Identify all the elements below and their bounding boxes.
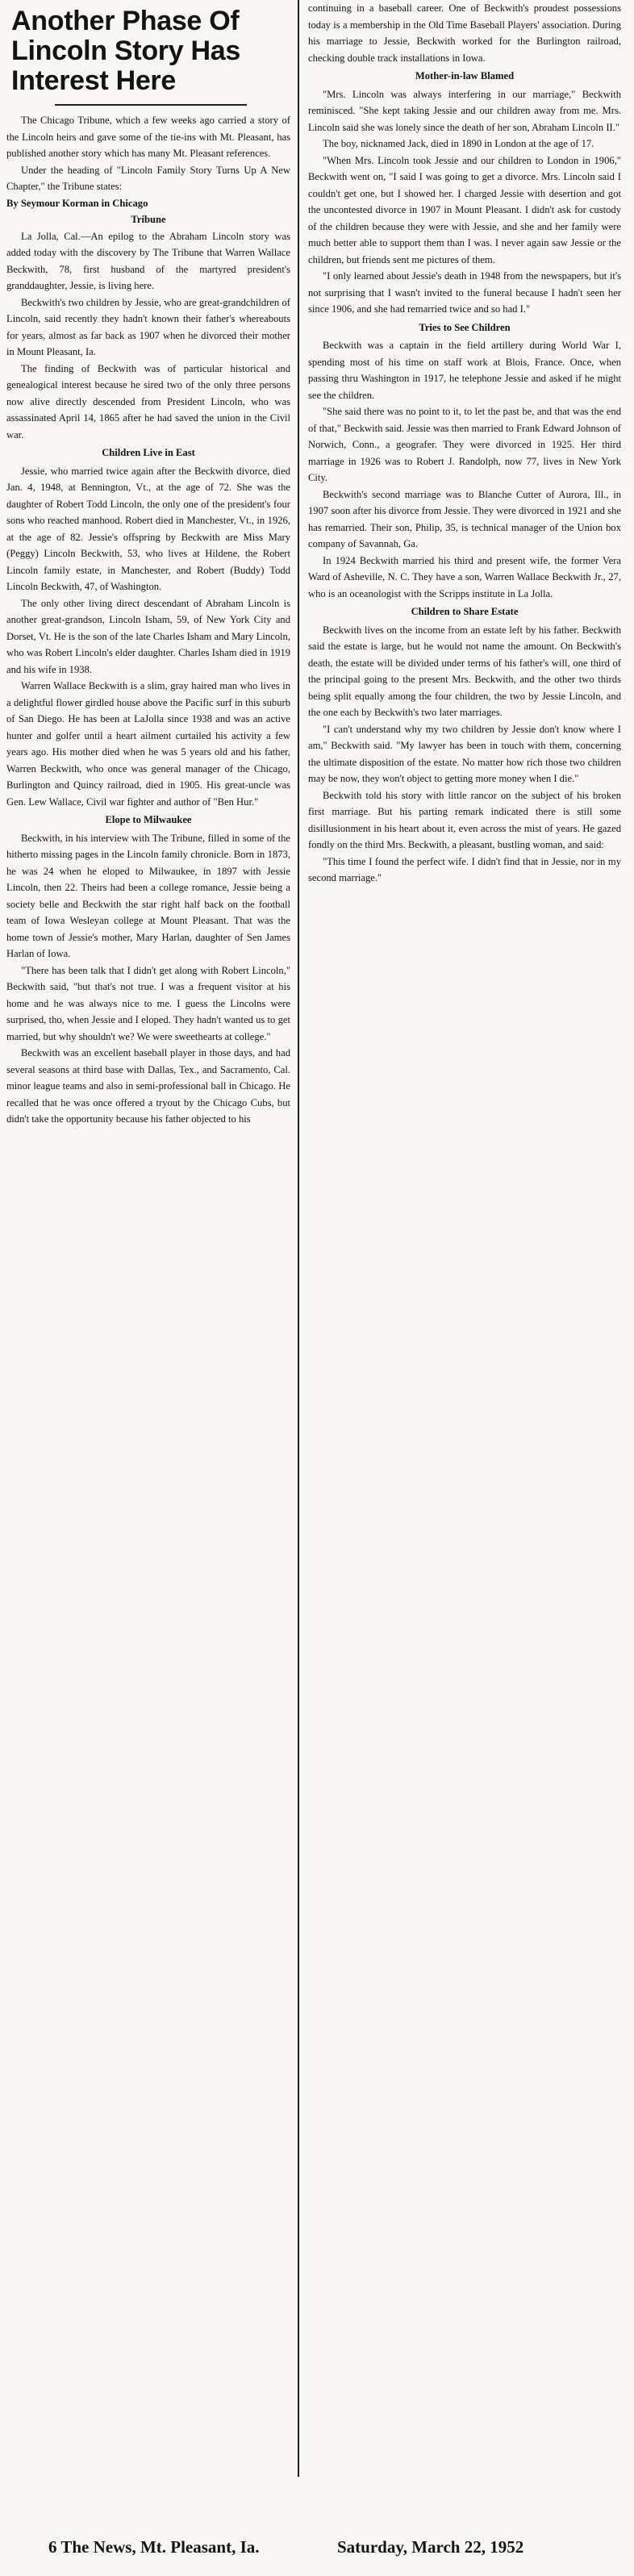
headline-rule <box>55 104 247 106</box>
subhead: Mother-in-law Blamed <box>415 70 515 81</box>
paragraph: Beckwith told his story with little rancor on the subject of his broken first marriage. But his parting remark indicated there is still some disillusionment in his heart about it, even across the mist of years. He gazed fondly on the third Mrs. Beckwith, a pleasant, bustling woman, and said: <box>308 789 621 850</box>
paragraph: Beckwith, in his interview with The Tribune, filled in some of the hitherto missing pages in the Lincoln family chronicle. Born in 1873, he was 24 when he eloped to Milwaukee, in 1897 with Jessie Lincoln, then 22. Theirs had been a college romance, Jessie being a society belle and Beckwith the star right half back on the football team of Iowa Wesleyan college at Mount Pleasant. That was the home town of Jessie's mother, Mary Harlan, daughter of Sen James Harlan of Iowa. <box>6 832 290 959</box>
subhead: Children to Share Estate <box>411 606 519 617</box>
paragraph: The only other living direct descendant of Abraham Lincoln is another great-grandson, Lincoln Isham, 59, of New York City and Dorset, Vt. He is the son of the late Charles Isham and Mary Lincoln, who was Robert Lincoln's elder daughter. Charles Isham died in 1919 and his wife in 1938. <box>6 597 290 675</box>
subhead: Elope to Milwaukee <box>105 814 192 825</box>
paragraph: Beckwith was an excellent baseball player in those days, and had several seasons at third base with Dallas, Tex., and Sacramento, Cal. minor league teams and also in semi-professional ball in Chicago. He recalled that he was once offered a tryout by the Chicago Cubs, but didn't take the opportunity because his father objected to his <box>6 1047 290 1125</box>
subhead: Children Live in East <box>102 447 195 458</box>
paragraph: Jessie, who married twice again after the Beckwith divorce, died Jan. 4, 1948, at Bennington, Vt., at the age of 72. She was the daughter of Robert Todd Lincoln, the only one of the president's four sons who reached manhood. Robert died in Manchester, Vt., in 1926, at the age of 82. Jessie's offspring by Beckwith are Miss Mary (Peggy) Lincoln Beckwith, 53, who lives at Hildene, the Robert Lincoln family estate, in Manchester, and Robert (Buddy) Todd Lincoln Beckwith, 47, of Washington. <box>6 465 290 592</box>
paragraph: The finding of Beckwith was of particular historical and genealogical interest because he sired two of the only three persons now alive directly descended from President Lincoln, who was assassinated April 14, 1865 after he had saved the union in the Civil war. <box>6 362 290 440</box>
paragraph: Beckwith lives on the income from an estate left by his father. Beckwith said the estate is large, but he would not name the amount. On Beckwith's death, the estate will be divided under terms of his father's will, one third of the principal going to the present Mrs. Beckwith, and the other two thirds being split equally among the four children, the two by Jessie Lincoln, and the one each by Beckwith's two later marriages. <box>308 624 621 718</box>
right-column <box>308 0 621 887</box>
paragraph: Beckwith was a captain in the field artillery during World War I, spending most of his time on staff work at Blois, France. Once, when passing thru Washington in 1917, he telephone Jessie and asked if he might see the children. <box>308 340 621 401</box>
column-divider <box>298 0 299 2477</box>
byline: By Seymour Korman in Chicago <box>6 197 148 209</box>
footer-page-label: 6 The News, Mt. Pleasant, Ia. <box>48 2537 260 2557</box>
headline: Another Phase Of Lincoln Story Has Interest Here <box>11 6 240 96</box>
paragraph: "Mrs. Lincoln was always interfering in our marriage," Beckwith reminisced. "She kept taking Jessie and our children away from me. Mrs. Lincoln said she was lonely since the death of her son, Abraham Lincoln II." <box>308 88 621 133</box>
heading-note: Under the heading of "Lincoln Family Story Turns Up A New Chapter," the Tribune states: <box>6 164 290 192</box>
footer-date: Saturday, March 22, 1952 <box>337 2537 524 2557</box>
paragraph: In 1924 Beckwith married his third and present wife, the former Vera Ward of Asheville, N. C. They have a son, Warren Wallace Beckwith Jr., 27, who is an oceanologist with the Scripps institute in La Jolla. <box>308 554 621 599</box>
paragraph: "She said there was no point to it, to let the past be, and that was the end of that," Beckwith said. Jessie was then married to Frank Edward Johnson of Norwich, Conn., a geografer. They were divorced in 1925. Her third marriage in 1926 was to Robert J. Randolph, now 77, lives in New York City. <box>308 406 621 483</box>
paragraph: Beckwith's second marriage was to Blanche Cutter of Aurora, Ill., in 1907 soon after his divorce from Jessie. They were divorced in 1921 and she has remarried. Their son, Philip, 35, is technical manager of the Union box company of Savannah, Ga. <box>308 488 621 549</box>
paragraph: Beckwith's two children by Jessie, who are great-grandchildren of Lincoln, said recently they hadn't known their father's whereabouts for years, almost as far back as 1907 when he divorced their mother in Mount Pleasant, Ia. <box>6 296 290 357</box>
paragraph: continuing in a baseball career. One of Beckwith's proudest possessions today is a membership in the Old Time Baseball Players' association. During his marriage to Jessie, Beckwith worked for the Burlington railroad, checking double track installations in Iowa. <box>308 2 621 64</box>
paragraph: "This time I found the perfect wife. I didn't find that in Jessie, nor in my second marriage." <box>308 855 621 883</box>
paragraph: The boy, nicknamed Jack, died in 1890 in London at the age of 17. <box>323 138 594 149</box>
paragraph: "I can't understand why my two children by Jessie don't know where I am," Beckwith said. "My lawyer has been in touch with them, concerning the ultimate disposition of the estate. No matter how rich those two children may be now, they won't object to getting more money when I die." <box>308 723 621 784</box>
left-column <box>6 0 290 1128</box>
intro-paragraph: The Chicago Tribune, which a few weeks ago carried a story of the Lincoln heirs and gave some of the tie-ins with Mt. Pleasant, has published another story which has many Mt. Pleasant references. <box>6 115 290 159</box>
subhead: Tries to See Children <box>419 321 511 333</box>
paragraph: La Jolla, Cal.—An epilog to the Abraham Lincoln story was added today with the discovery by The Tribune that Warren Wallace Beckwith, 78, first husband of the martyred president's granddaughter, Jessie, is living here. <box>6 230 290 291</box>
byline-org: Tribune <box>131 214 166 225</box>
paragraph: "When Mrs. Lincoln took Jessie and our children to London in 1906," Beckwith went on, "I said I was going to get a divorce. Mrs. Lincoln said I couldn't get one, but I showed her. I charged Jessie with desertion and got the uncontested divorce in 1907 in Mount Pleasant. I didn't ask for custody of the children because they were with Jessie, and she and her family were much better able to support them than I was. I never again saw Jessie or the children, but friends sent me pictures of them. <box>308 154 621 265</box>
paragraph: Warren Wallace Beckwith is a slim, gray haired man who lives in a delightful flower girdled house above the Pacific surf in this suburb of San Diego. He has been at LaJolla since 1938 and was an active hunter and golfer until a heart ailment curtailed his activity a few years ago. His mother died when he was 5 years old and his father, Warren Beckwith, who once was general manager of the Chicago, Burlington and Quincy railroad, died in 1905. His great-uncle was Gen. Lew Wallace, Civil war fighter and author of "Ben Hur." <box>6 680 290 808</box>
paragraph: "I only learned about Jessie's death in 1948 from the newspapers, but it's not surprising that I wasn't invited to the funeral because I hadn't seen her since 1906, and she had remarried twice and so had I." <box>308 270 621 315</box>
paragraph: "There has been talk that I didn't get along with Robert Lincoln," Beckwith said, "but that's not true. I was a frequent visitor at his home and he was always nice to me. I guess the Lincolns were surprised, tho, when Jessie and I eloped. They hadn't wanted us to get married, but why shouldn't we? We were sweethearts at college." <box>6 964 290 1042</box>
